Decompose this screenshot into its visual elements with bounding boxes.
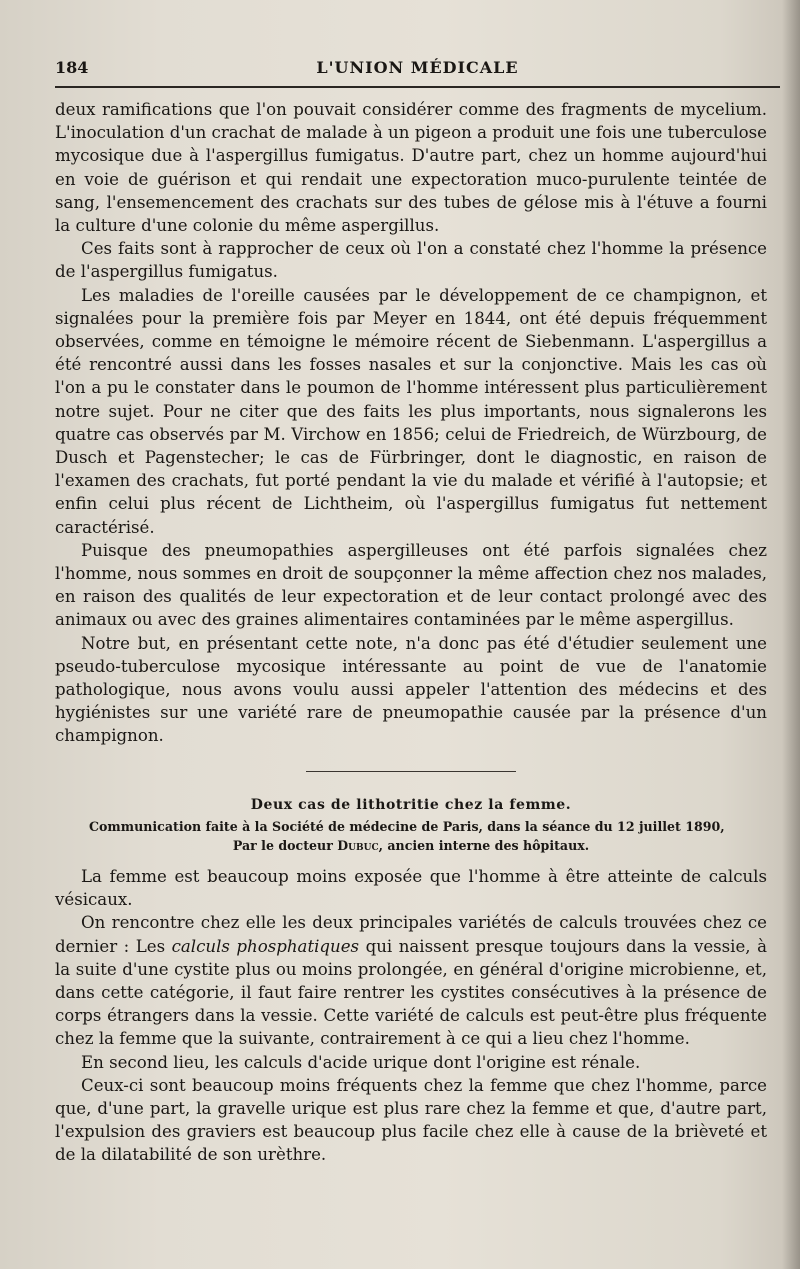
page-number: 184 [55, 58, 89, 77]
paragraph: Notre but, en présentant cette note, n'a donc pas été d'étudier seulement une pseudo-tuberculose mycosique intéressante au point de vue de l'anatomie pathologique, nous avons voulu aussi appeler l'attention des médecins et des hygiénistes sur une variété rare de pneumopathie causée par la présence d'un champignon. [55, 633, 767, 746]
header-rule [55, 86, 780, 88]
author-line [55, 836, 767, 855]
paragraph: La femme est beaucoup moins exposée que l'homme à être atteinte de calculs vésicaux. [55, 866, 767, 910]
paragraph: Ces faits sont à rapprocher de ceux où l'on a constaté chez l'homme la présence de l'aspergillus fumigatus. [55, 239, 767, 282]
section-separator [306, 771, 516, 772]
author-name: Dubuc [337, 837, 379, 853]
paragraph: Puisque des pneumopathies aspergilleuses ont été parfois signalées chez l'homme, nous sommes en droit de soupçonner la même affection chez nos malades, en raison des qualités de leur expectoration et de leur contact prolongé avec des animaux ou avec des graines alimentaires contaminées par le même aspergillus. [55, 540, 767, 630]
paragraph: Les maladies de l'oreille causées par le développement de ce champignon, et signalées pour la première fois par Meyer en 1844, ont été depuis fréquemment observées, comme en témoigne le mémoire récent de Siebenmann. L'aspergillus a été rencontré aussi dans les fosses nasales et sur la conjonctive. Mais les cas où l'on a pu le constater dans le poumon de l'homme intéressent plus particulièrement notre sujet. Pour ne citer que des faits les plus importants, nous signalerons les quatre cas observés par M. Virchow en 1856; celui de Friedreich, de Würzbourg, de Dusch et Pagenstecher; le cas de Fürbringer, dont le diagnostic, en raison de l'examen des crachats, fut porté pendant la vie du malade et vérifié à l'autopsie; et enfin celui plus récent de Lichtheim, où l'aspergillus fumigatus fut nettement caractérisé. [55, 285, 767, 537]
text-run: On rencontre chez elle les deux principales variétés de calculs trouvées chez ce dernier : Les [55, 913, 767, 956]
italic-term: calculs phosphatiques [171, 936, 360, 956]
text-run: qui naissent presque toujours dans la vessie, à la suite d'une cystite plus ou moins prolongée, en général d'origine microbienne, et, dans cette catégorie, il faut faire rentrer les cystites consécutives à la présence de corps étrangers dans la vessie. Cette variété de calculs est peut-être plus fréquente chez la femme que la suivante, contrairement à ce qui a lieu chez l'homme. [55, 936, 767, 1049]
author-suffix: , ancien interne des hôpitaux. [378, 837, 590, 853]
page-edge-shadow [782, 0, 800, 1269]
paragraph: En second lieu, les calculs d'acide urique dont l'origine est rénale. [81, 1052, 641, 1072]
communication-note: Communication faite à la Société de médecine de Paris, dans la séance du 12 juillet 1890, [89, 818, 725, 834]
body-text [55, 98, 767, 1167]
article-byline [55, 817, 767, 855]
journal-title: L'UNION MÉDICALE [316, 58, 519, 77]
paragraph-continuation: deux ramifications que l'on pouvait considérer comme des fragments de mycelium. L'inoculation d'un crachat de malade à un pigeon a produit une fois une tuberculose mycosique due à l'aspergillus fumigatus. D'autre part, chez un homme aujourd'hui en voie de guérison et qui rendait une expectoration muco-purulente teintée de sang, l'ensemencement des crachats sur des tubes de gélose mis à l'étuve a fourni la culture d'une colonie du même aspergillus. [55, 100, 767, 236]
author-prefix: Par le docteur [232, 837, 333, 853]
paragraph [55, 911, 767, 1050]
running-head [55, 58, 780, 82]
article-title: Deux cas de lithotritie chez la femme. [250, 796, 572, 813]
paragraph: Ceux-ci sont beaucoup moins fréquents chez la femme que chez l'homme, parce que, d'une part, la gravelle urique est plus rare chez la femme et que, d'autre part, l'expulsion des graviers est beaucoup plus facile chez elle à cause de la brièveté et de la dilatabilité de son urèthre. [55, 1075, 767, 1165]
